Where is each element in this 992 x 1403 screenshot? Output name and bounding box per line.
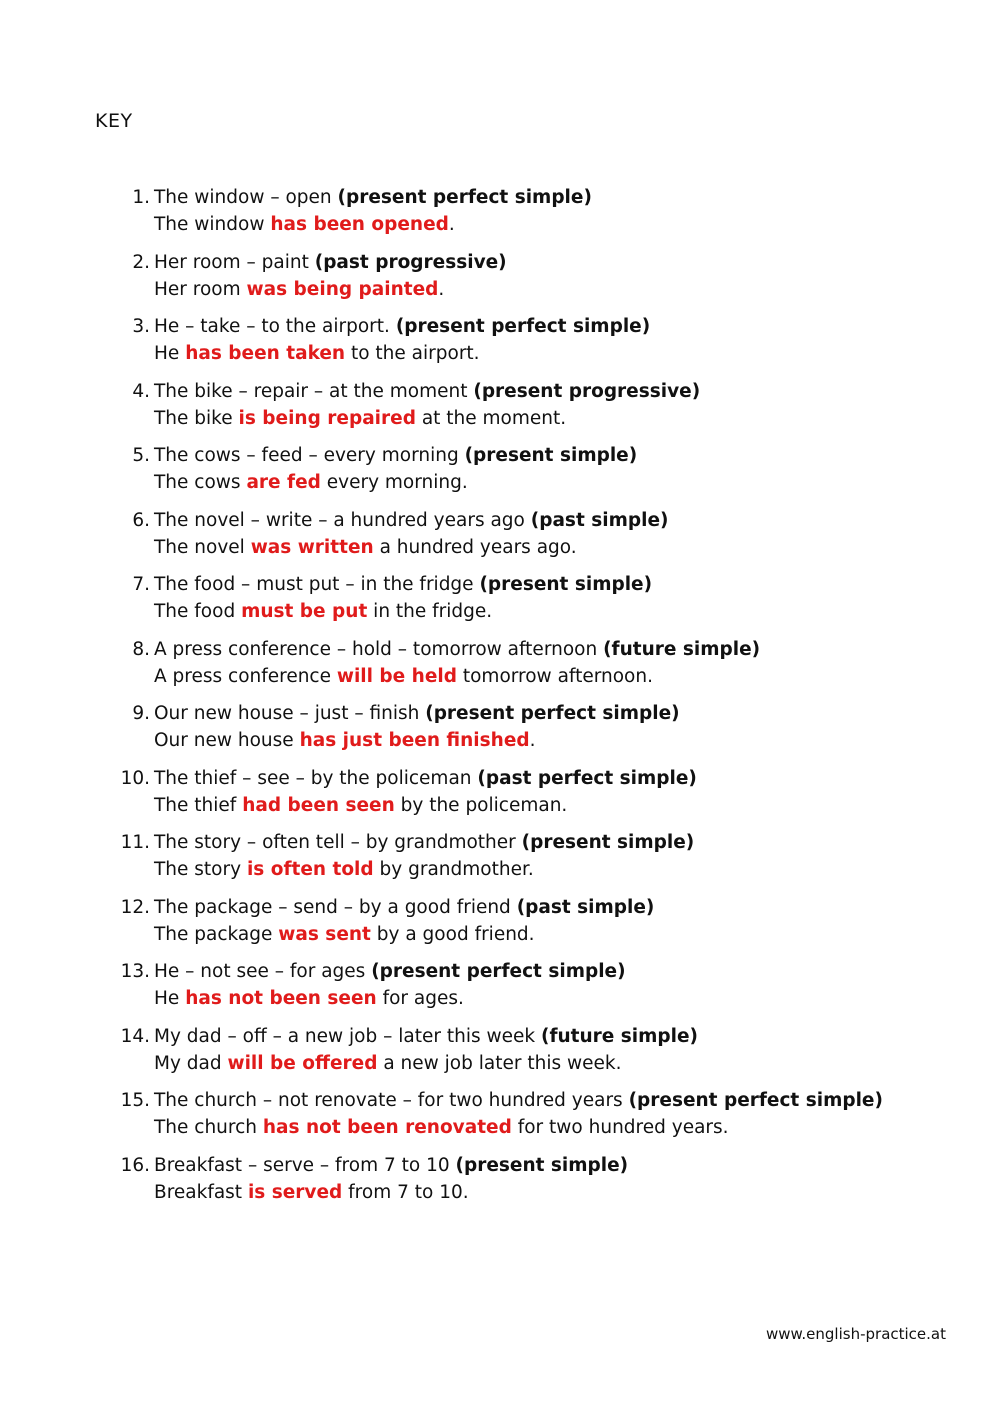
item-prompt: The cows – feed – every morning (present simple) [154,445,638,466]
item-answer-line: The food must be put in the fridge. [154,601,493,622]
tense-label: (future simple) [603,638,761,660]
list-item [0,249,992,314]
answer: has not been renovated [262,1117,512,1138]
answer: are fed [246,472,321,493]
answer: will be offered [227,1052,378,1074]
item-number: 8. [132,638,150,660]
item-number: 3. [132,316,150,337]
item-prompt: He – not see – for ages (present perfect simple) [154,961,626,982]
item-number: 11. [120,832,150,853]
item-number: 10. [120,767,150,789]
list-item [0,765,992,830]
tense-label: (past simple) [516,896,655,918]
item-number: 5. [132,445,150,466]
item-answer-line: The novel was written a hundred years ago. [154,536,577,558]
item-answer-line: The story is often told by grandmother. [154,859,534,880]
item-answer-line: The bike is being repaired at the moment. [154,407,567,429]
item-answer-line: Her room was being painted. [154,278,445,300]
item-number: 2. [132,251,150,273]
item-answer-line: He has not been seen for ages. [154,988,464,1009]
item-answer-line: Our new house has just been finished. [154,730,536,751]
answer: must be put [241,601,368,622]
item-prompt: A press conference – hold – tomorrow afternoon (future simple) [154,638,761,660]
tense-label: (present simple) [479,574,653,595]
item-answer-line: The package was sent by a good friend. [154,923,535,945]
item-number: 4. [132,380,150,402]
answer: is served [247,1181,343,1203]
tense-label: (present simple) [521,832,695,853]
item-number: 15. [120,1090,150,1111]
answer: had been seen [242,794,395,816]
item-prompt: The story – often tell – by grandmother (present simple) [154,832,695,853]
list-item [0,894,992,959]
item-answer-line: The window has been opened. [154,214,455,235]
list-item [0,1152,992,1217]
item-prompt: The novel – write – a hundred years ago (past simple) [154,509,669,531]
list-item [0,313,992,378]
list-item [0,378,992,443]
item-answer-line: The cows are fed every morning. [154,472,468,493]
tense-label: (present simple) [464,445,638,466]
list-item [0,507,992,572]
item-prompt: Her room – paint (past progressive) [154,251,507,273]
item-prompt: The window – open (present perfect simple) [154,187,592,208]
exercise-list [0,184,992,1216]
list-item [0,1023,992,1088]
tense-label: (future simple) [540,1025,698,1047]
item-answer-line: A press conference will be held tomorrow afternoon. [154,665,653,687]
tense-label: (present perfect simple) [337,187,592,208]
item-prompt: My dad – off – a new job – later this week (future simple) [154,1025,698,1047]
item-number: 6. [132,509,150,531]
tense-label: (present simple) [455,1154,629,1176]
list-item [0,700,992,765]
item-answer-line: He has been taken to the airport. [154,343,480,364]
item-answer-line: My dad will be offered a new job later this week. [154,1052,622,1074]
answer: has not been seen [185,988,377,1009]
item-number: 16. [120,1154,150,1176]
list-item [0,829,992,894]
answer: has been opened [270,214,449,235]
tense-label: (past progressive) [314,251,507,273]
list-item [0,571,992,636]
item-prompt: The food – must put – in the fridge (present simple) [154,574,653,595]
answer: has just been finished [299,730,530,751]
answer: is often told [246,859,374,880]
list-item [0,442,992,507]
item-number: 1. [132,187,150,208]
answer: was being painted [246,278,439,300]
item-number: 7. [132,574,150,595]
list-item [0,636,992,701]
item-prompt: The church – not renovate – for two hundred years (present perfect simple) [154,1090,883,1111]
list-item [0,1087,992,1152]
item-number: 9. [132,703,150,724]
item-answer-line: The thief had been seen by the policeman. [154,794,568,816]
item-number: 12. [120,896,150,918]
item-number: 14. [120,1025,150,1047]
item-prompt: Our new house – just – finish (present perfect simple) [154,703,680,724]
page-title: KEY [95,110,133,132]
answer: is being repaired [238,407,416,429]
list-item [0,184,992,249]
tense-label: (past simple) [530,509,669,531]
tense-label: (present perfect simple) [395,316,651,337]
tense-label: (present perfect simple) [371,961,626,982]
item-prompt: He – take – to the airport. (present perfect simple) [154,316,651,337]
tense-label: (present perfect simple) [425,703,680,724]
item-prompt: The package – send – by a good friend (past simple) [154,896,655,918]
item-prompt: Breakfast – serve – from 7 to 10 (present simple) [154,1154,629,1176]
item-number: 13. [120,961,150,982]
answer: was sent [278,923,371,945]
footer-website: www.english-practice.at [765,1325,946,1343]
item-answer-line: Breakfast is served from 7 to 10. [154,1181,469,1203]
tense-label: (present perfect simple) [628,1090,883,1111]
tense-label: (present progressive) [473,380,701,402]
answer: has been taken [185,343,346,364]
item-answer-line: The church has not been renovated for two hundred years. [154,1117,729,1138]
item-prompt: The thief – see – by the policeman (past perfect simple) [154,767,697,789]
answer: will be held [336,665,457,687]
list-item [0,958,992,1023]
item-prompt: The bike – repair – at the moment (present progressive) [154,380,701,402]
tense-label: (past perfect simple) [477,767,697,789]
answer: was written [250,536,374,558]
